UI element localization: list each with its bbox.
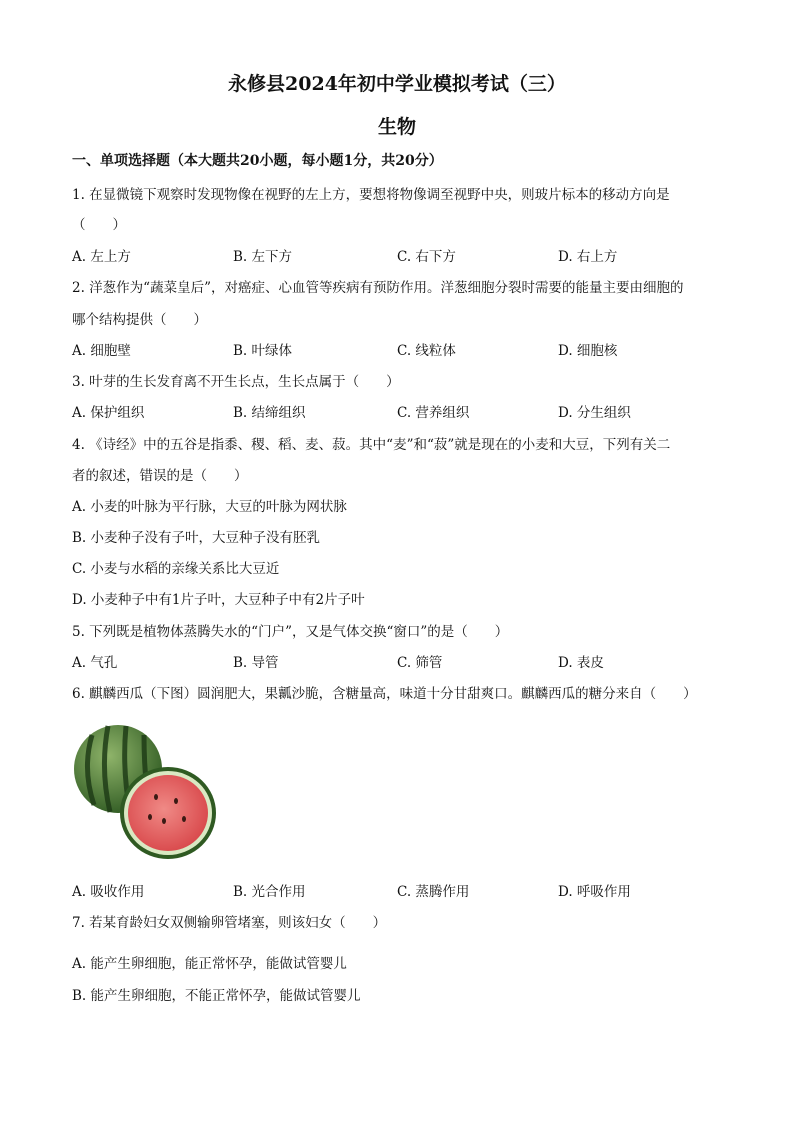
q4-stem: 4. 《诗经》中的五谷是指黍、稷、稻、麦、菽。其中“麦”和“菽”就是现在的小麦和大豆，下列有关二 — [72, 437, 671, 453]
q3-option-c: C. 营养组织 — [397, 405, 470, 421]
subject-title: 生物 — [377, 116, 416, 138]
q6-option-c: C. 蒸腾作用 — [397, 884, 470, 900]
q1-option-a: A. 左上方 — [72, 249, 131, 265]
q2-stem-cont: 哪个结构提供（ ） — [72, 312, 207, 328]
q7-option-b: B. 能产生卵细胞，不能正常怀孕，能做试管婴儿 — [72, 988, 361, 1004]
q4-option-c: C. 小麦与水稻的亲缘关系比大豆近 — [72, 561, 280, 577]
q1-option-b: B. 左下方 — [233, 249, 293, 265]
q2-option-d: D. 细胞核 — [558, 343, 618, 359]
q5-option-a: A. 气孔 — [72, 655, 118, 671]
q4-option-a: A. 小麦的叶脉为平行脉，大豆的叶脉为网状脉 — [72, 499, 347, 515]
q5-stem: 5. 下列既是植物体蒸腾失水的“门户”，又是气体交换“窗口”的是（ ） — [72, 624, 509, 640]
q3-option-b: B. 结缔组织 — [233, 405, 306, 421]
watermelon-image — [72, 717, 216, 862]
q7-stem: 7. 若某育龄妇女双侧输卵管堵塞，则该妇女（ ） — [72, 915, 387, 931]
q1-option-d: D. 右上方 — [558, 249, 618, 265]
q6-stem: 6. 麒麟西瓜（下图）圆润肥大，果瓤沙脆，含糖量高，味道十分甘甜爽口。麒麟西瓜的糖分来自（ ） — [72, 686, 697, 702]
q5-option-c: C. 筛管 — [397, 655, 443, 671]
q3-stem: 3. 叶芽的生长发育离不开生长点，生长点属于（ ） — [72, 374, 400, 390]
section-heading: 一、单项选择题（本大题共20小题，每小题1分，共20分） — [72, 153, 443, 169]
q4-option-d: D. 小麦种子中有1片子叶，大豆种子中有2片子叶 — [72, 592, 365, 608]
q1-option-c: C. 右下方 — [397, 249, 456, 265]
q2-option-b: B. 叶绿体 — [233, 343, 293, 359]
q4-stem-cont: 者的叙述，错误的是（ ） — [72, 468, 248, 484]
q3-option-d: D. 分生组织 — [558, 405, 631, 421]
q5-option-b: B. 导管 — [233, 655, 279, 671]
q4-option-b: B. 小麦种子没有子叶，大豆种子没有胚乳 — [72, 530, 321, 546]
q2-option-a: A. 细胞壁 — [72, 343, 131, 359]
q6-option-a: A. 吸收作用 — [72, 884, 145, 900]
exam-title: 永修县2024年初中学业模拟考试（三） — [228, 73, 566, 95]
q6-option-d: D. 呼吸作用 — [558, 884, 631, 900]
q6-option-b: B. 光合作用 — [233, 884, 306, 900]
q7-option-a: A. 能产生卵细胞，能正常怀孕，能做试管婴儿 — [72, 956, 347, 972]
q3-option-a: A. 保护组织 — [72, 405, 145, 421]
q1-stem: 1. 在显微镜下观察时发现物像在视野的左上方，要想将物像调至视野中央，则玻片标本的移动方向是 — [72, 187, 670, 203]
q5-option-d: D. 表皮 — [558, 655, 604, 671]
q2-stem: 2. 洋葱作为“蔬菜皇后”，对癌症、心血管等疾病有预防作用。洋葱细胞分裂时需要的能量主要由细胞的 — [72, 280, 684, 296]
q2-option-c: C. 线粒体 — [397, 343, 456, 359]
q1-stem-cont: （ ） — [72, 217, 126, 233]
